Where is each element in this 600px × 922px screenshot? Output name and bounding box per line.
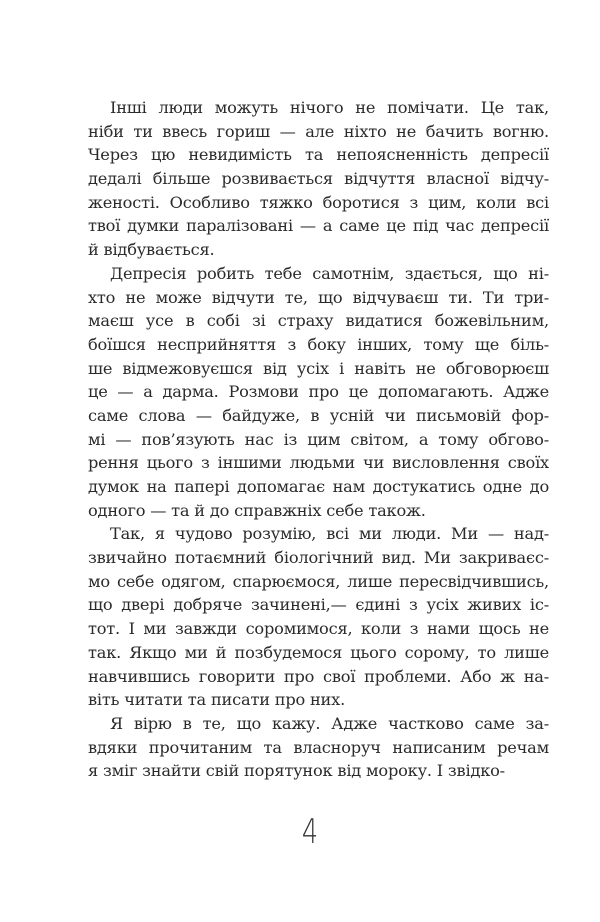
- text-line: твої думки паралізовані — а саме це під час депресії: [88, 216, 549, 236]
- text-line: я зміг знайти свій порятунок від мороку. І звідко-: [88, 761, 505, 781]
- text-line: ніби ти ввесь гориш — але ніхто не бачить вогню.: [88, 121, 549, 141]
- text-line: одного — та й до справжніх себе також.: [88, 500, 426, 520]
- text-line: це — а дарма. Розмови про це допомагають. Адже: [88, 382, 549, 402]
- text-line: Інші люди можуть нічого не помічати. Це так,: [110, 98, 549, 117]
- page-body-text: [88, 96, 549, 783]
- text-line: Депресія робить тебе самотнім, здається, що ні-: [110, 263, 549, 283]
- text-line: хто не може відчути те, що відчуваєш ти. Ти три-: [88, 287, 549, 307]
- paragraph: [88, 522, 549, 712]
- text-line: мі — пов’язують нас із цим світом, а тому обгово-: [88, 429, 549, 449]
- text-line: боїшся несприйняття з боку інших, тому ще біль-: [88, 334, 549, 354]
- paragraph: [88, 712, 549, 783]
- text-line: женості. Особливо тяжко боротися з цим, коли всі: [88, 192, 549, 212]
- text-line: ше відмежовуєшся від усіх і навіть не обговорюєш: [88, 358, 549, 378]
- text-line: навчившись говорити про свої проблеми. Або ж на-: [88, 666, 549, 686]
- text-line: думок на папері допомагає нам достукатись одне до: [88, 477, 549, 496]
- text-line: саме слова — байдуже, в усній чи письмовій фор-: [88, 405, 549, 425]
- text-line: мо себе одягом, спарюємося, лише пересвідчившись,: [88, 571, 549, 591]
- text-line: Через цю невидимість та непоясненність депресії: [88, 145, 549, 165]
- text-line: Так, я чудово розумію, всі ми люди. Ми — над-: [110, 524, 549, 544]
- text-line: й відбувається.: [88, 240, 215, 260]
- text-line: що двері добряче зачинені,— єдині з усіх живих іс-: [88, 595, 549, 615]
- paragraph: [88, 262, 549, 523]
- paragraph: [88, 96, 549, 262]
- text-line: тот. І ми завжди соромимося, коли з нами щось не: [88, 619, 549, 639]
- text-line: вдяки прочитаним та власноруч написаним речам: [88, 737, 549, 757]
- text-line: звичайно потаємний біологічний вид. Ми закриваєс-: [88, 548, 549, 568]
- text-line: так. Якщо ми й позбудемося цього сорому, то лише: [88, 642, 549, 662]
- text-line: дедалі більше розвивається відчуття власної відчу-: [88, 169, 549, 189]
- text-line: маєш усе в собі зі страху видатися божевільним,: [88, 311, 549, 331]
- text-line: віть читати та писати про них.: [88, 690, 346, 710]
- text-line: рення цього з іншими людьми чи висловлення своїх: [88, 453, 549, 473]
- page-number: 4: [301, 812, 319, 852]
- text-line: Я вірю в те, що кажу. Адже частково саме за-: [110, 713, 549, 733]
